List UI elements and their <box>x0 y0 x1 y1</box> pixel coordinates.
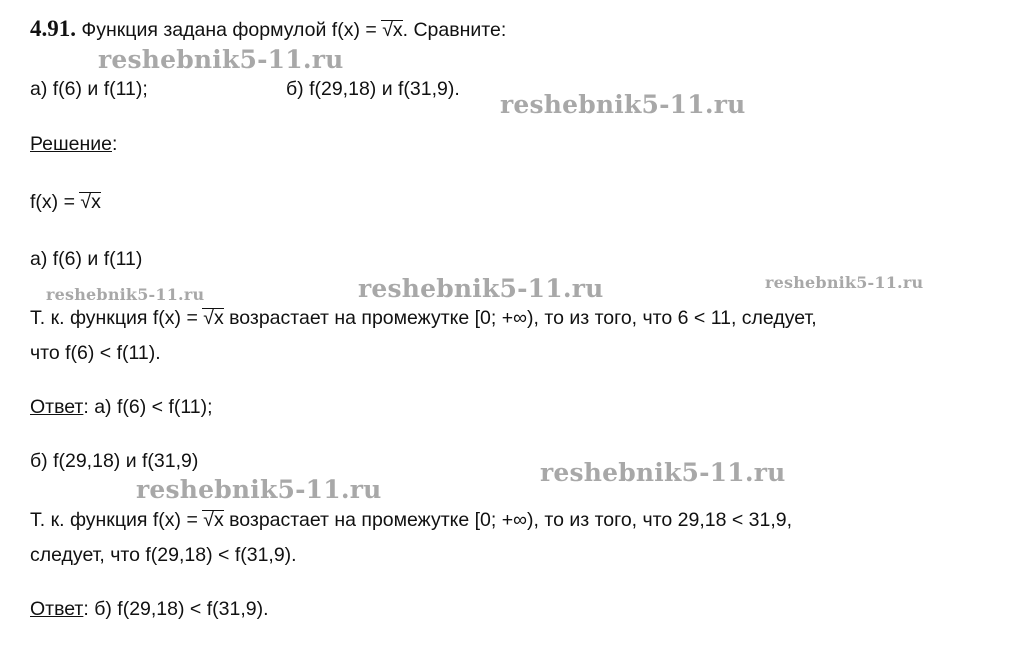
part-a-label: а) f(6) и f(11) <box>30 248 143 270</box>
problem-number: 4.91. <box>30 16 76 41</box>
formula: f(x) = √x <box>30 191 101 213</box>
part-a-reasoning-2: что f(6) < f(11). <box>30 342 161 364</box>
solution-heading: Решение: <box>30 133 118 155</box>
part-b-label: б) f(29,18) и f(31,9) <box>30 450 199 472</box>
watermark: reshebnik5-11.ru <box>765 273 924 292</box>
watermark: reshebnik5-11.ru <box>98 45 344 74</box>
sqrt-symbol: √x <box>203 509 224 531</box>
problem-statement: 4.91. Функция задана формулой f(x) = √x. Сравните: <box>30 16 507 41</box>
part-a-answer: Ответ: а) f(6) < f(11); <box>30 396 213 418</box>
sqrt-symbol: √x <box>382 19 403 41</box>
part-a-reasoning-1: Т. к. функция f(x) = √x возрастает на промежутке [0; +∞), то из того, что 6 < 11, следует, <box>30 307 817 329</box>
part-b-reasoning-2: следует, что f(29,18) < f(31,9). <box>30 544 297 566</box>
statement-text: Функция задана формулой f(x) = <box>81 19 383 41</box>
watermark: reshebnik5-11.ru <box>540 458 786 487</box>
part-b-reasoning-1: Т. к. функция f(x) = √x возрастает на промежутке [0; +∞), то из того, что 29,18 < 31,9, <box>30 509 793 531</box>
watermark: reshebnik5-11.ru <box>46 285 205 304</box>
part-b-task: б) f(29,18) и f(31,9). <box>286 78 460 100</box>
part-b-answer: Ответ: б) f(29,18) < f(31,9). <box>30 598 269 620</box>
watermark: reshebnik5-11.ru <box>136 475 382 504</box>
watermark: reshebnik5-11.ru <box>500 90 746 119</box>
watermark: reshebnik5-11.ru <box>358 274 604 303</box>
sqrt-symbol: √x <box>80 191 101 213</box>
part-a-task: а) f(6) и f(11); <box>30 78 148 100</box>
sqrt-symbol: √x <box>203 307 224 329</box>
